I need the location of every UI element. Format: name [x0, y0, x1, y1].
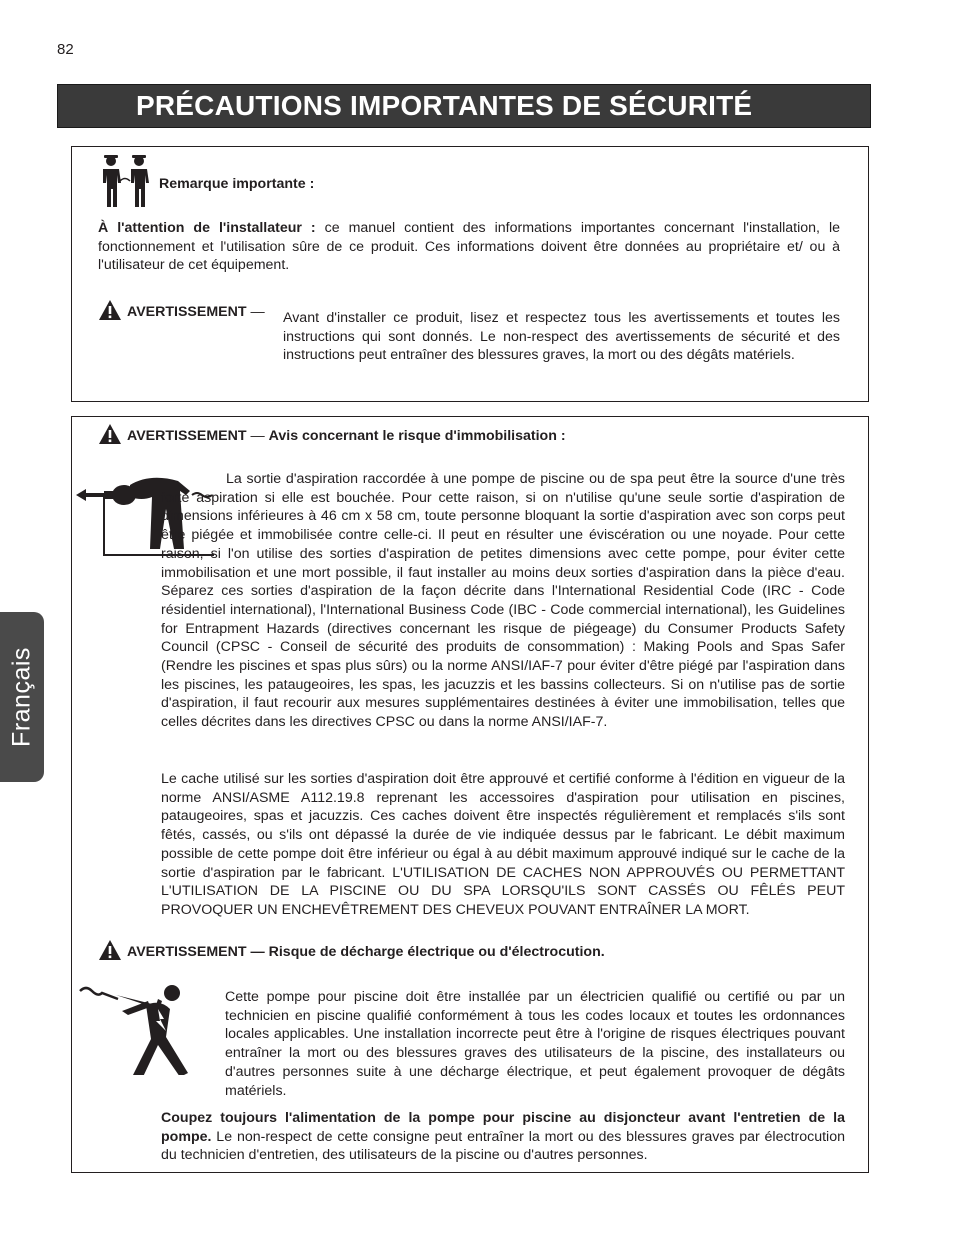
page-title: PRÉCAUTIONS IMPORTANTES DE SÉCURITÉ	[136, 90, 753, 121]
page-number: 82	[57, 41, 74, 58]
electrical-paragraph-1: Cette pompe pour piscine doit être installée par un électricien qualifié ou certifié ou par un technicien en piscine qualifié conformément à tous les codes locaux et toutes les ordonnances locales applicables. Une installation incorrecte peut être à l'origine de risques électriques pouvant entraîner la mort ou des blessures graves des utilisateurs de la piscine, des installateurs ou d'autres personnes suite à une décharge électrique, et peut également provoquer de dégâts matériels.	[225, 989, 845, 1099]
warnings-box	[71, 416, 869, 1173]
electrical-paragraph-2: Coupez toujours l'alimentation de la pompe pour piscine au disjoncteur avant l'entretien de la pompe. Le non-respect de cette consigne peut entraîner la mort ou des blessures graves par électrocution du technicien d'entretien, des utilisateurs de la piscine ou d'autres personnes.	[161, 1110, 845, 1164]
installer-user-icon	[99, 155, 151, 209]
installer-notice: À l'attention de l'installateur : ce manuel contient des informations importantes concernant l'installation, le fonctionnement et l'utilisation sûre de ce produit. Ces informations doivent être données au propriétaire et/ ou à l'utilisateur de cet équipement.	[98, 220, 840, 274]
language-tab[interactable]	[0, 612, 44, 782]
title-banner	[57, 84, 871, 128]
notice-warning-heading: AVERTISSEMENT —	[98, 299, 265, 321]
electric-shock-icon	[78, 983, 208, 1075]
warning-triangle-icon	[98, 939, 122, 961]
warning-triangle-icon	[98, 423, 122, 445]
electrical-warning-heading: AVERTISSEMENT — Risque de décharge électrique ou d'électrocution.	[98, 939, 605, 961]
notice-heading: Remarque importante :	[159, 176, 315, 192]
notice-box	[71, 146, 869, 402]
entrapment-paragraph-2: Le cache utilisé sur les sorties d'aspiration doit être approuvé et certifié conforme à l'édition en vigueur de la norme ANSI/ASME A112.19.8 reprenant les accessoires d'aspiration pour utilisation en piscines, pataugeoires, spas et jacuzzis. Ces caches doivent être inspectés régulièrement et remplacés s'ils sont fêtés, cassés, ou s'ils ont dépassé la durée de vie indiquée dessus par le fabricant. Le débit maximum possible de cette pompe doit être inférieur ou égal à au débit maximum approuvé indiqué sur le cache de la sortie d'aspiration par le fabricant. L'UTILISATION DE CACHES NON APPROUVÉS OU PERMETTANT L'UTILISATION DE LA PISCINE OU DU SPA LORSQU'ILS SONT CASSÉS OU FÊLÉS PEUT PROVOQUER UN ENCHEVÊTREMENT DES CHEVEUX POUVANT ENTRAÎNER LA MORT.	[161, 771, 845, 918]
entrapment-paragraph-1: La sortie d'aspiration raccordée à une pompe de piscine ou de spa peut être la source d'une très forte aspiration si elle est bouchée. Pour cette raison, si on n'utilise qu'une seule sortie d'aspiration de dimensions inférieures à 46 cm x 58 cm, toute personne bloquant la sortie d'aspiration avec son corps peut être piégée et immobilisée contre celle-ci. Il peut en résulter une éviscération ou une noyade. Pour cette raison, si l'on utilise des sorties d'aspiration de petites dimensions avec cette pompe, pour éviter cette immobilisation et une mort possible, il faut installer au moins deux sorties d'aspiration dans la pièce d'eau. Séparez ces sorties d'aspiration de la façon décrite dans l'International Residential Code (IRC - Code résidentiel international), l'International Business Code (IBC - Code commercial international), les Guidelines for Entrapment Hazards (directives concernant les risque de piégeage) du Consumer Products Safety Council (CPSC - Conseil de sécurité des produits de consommation) : Making Pools and Spas Safer (Rendre les piscines et spas plus sûrs) ou la norme ANSI/IAF-7 pour éviter d'être piégé par l'aspiration dans les piscines, les pataugeoires, les spas, les jacuzzis et les bassins collecteurs. Si on n'utilise pas de sortie d'aspiration, il faut recourir aux mesures supplémentaires destinées à éviter une immobilisation, telles que celles décrites dans les directives CPSC ou dans la norme ANSI/IAF-7.	[161, 471, 845, 731]
warning-triangle-icon	[98, 299, 122, 321]
entrapment-warning-heading: AVERTISSEMENT — Avis concernant le risque d'immobilisation :	[98, 423, 566, 445]
notice-warning-text: Avant d'installer ce produit, lisez et respectez tous les avertissements et toutes les instructions qui sont donnés. Le non-respect des avertissements de sécurité et des instructions peut entraîner des blessures graves, la mort ou des dégâts matériels.	[283, 310, 840, 364]
language-tab-label: Français	[7, 647, 36, 747]
